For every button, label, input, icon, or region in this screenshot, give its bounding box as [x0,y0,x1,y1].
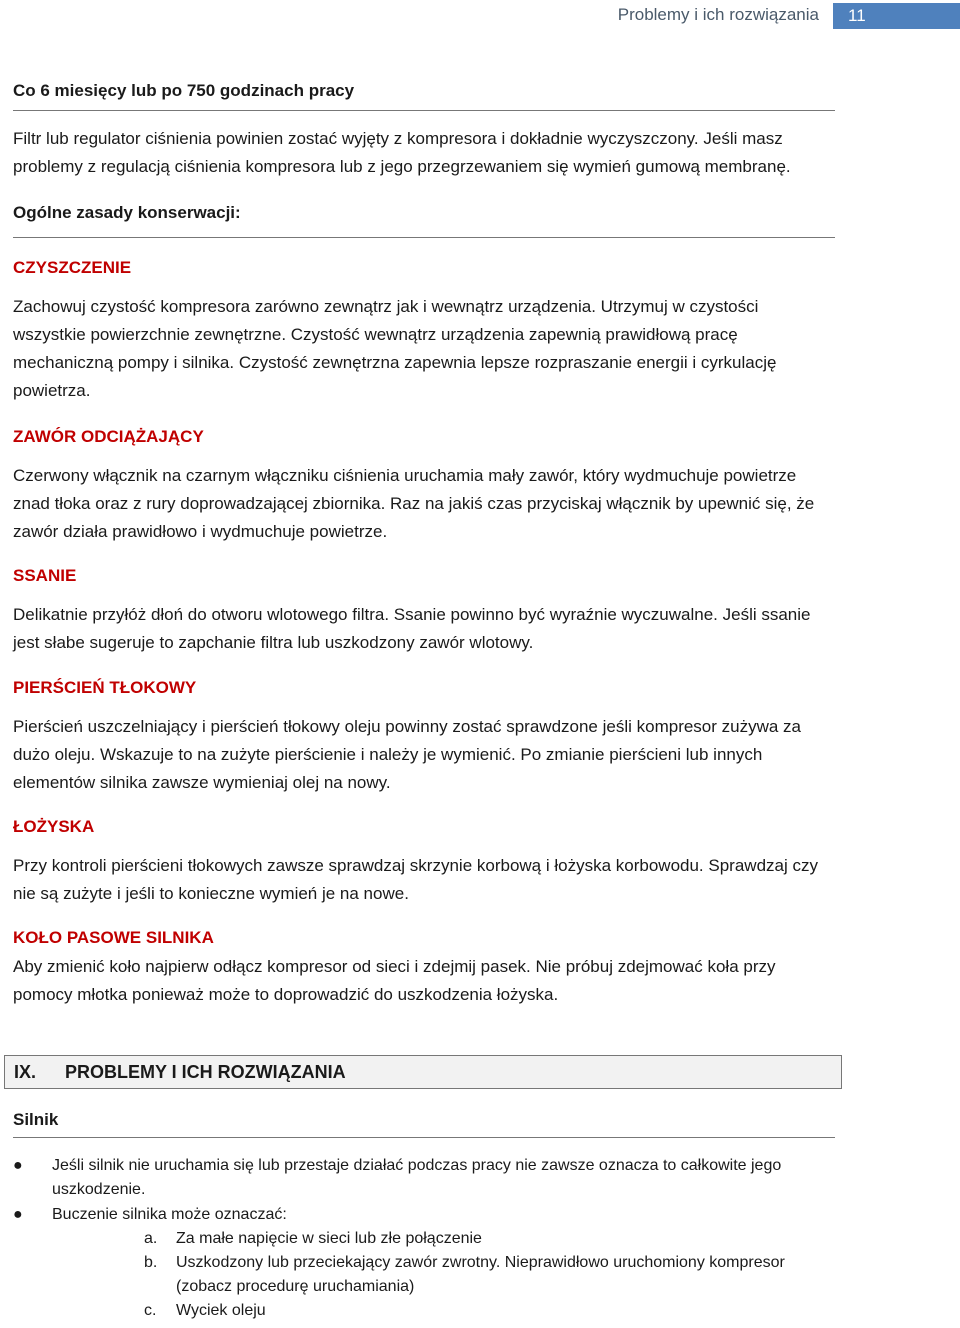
intro-text: Filtr lub regulator ciśnienia powinien zostać wyjęty z kompresora i dokładnie wyczyszczony. Jeśli masz problemy z regulacją ciśnienia kompresora lub z jego przegrzewaniem się wymień gumową membranę. [13,129,791,176]
section-text-ssanie: Delikatnie przyłóż dłoń do otworu wlotowego filtra. Ssanie powinno być wyraźnie wyczuwalne. Jeśli ssanie jest słabe sugeruje to zapchanie filtra lub uszkodzony zawór wlotowy. [13,605,811,652]
header-title: Problemy i ich rozwiązania [617,5,819,24]
section-text-pierscien: Pierścień uszczelniający i pierścień tłokowy oleju powinny zostać sprawdzone jeśli kompresor zużywa za dużo oleju. Wskazuje to na zużyte pierścienie i należy je wymienić. Po zmianie pierścieni lub innych elementów silnika zawsze wymieniaj olej na nowy. [13,717,802,792]
section-title-zawor: ZAWÓR ODCIĄŻAJĄCY [13,427,204,446]
section-text-czyszczenie: Zachowuj czystość kompresora zarówno zewnątrz jak i wewnątrz urządzenia. Utrzymuj w czystości wszystkie powierzchnie zewnętrzne. Czystość wewnątrz urządzenia zapewnią prawidłową pracę mechaniczną pompy i silnika. Czystość zewnętrzna zapewnia lepsze rozpraszanie energii i cyrkulację powietrza. [13,297,777,400]
list-item: a. Za małe napięcie w sieci lub złe połączenie [144,1230,482,1247]
main-content [13,78,835,1009]
silnik-heading: Silnik [13,1107,835,1138]
silnik-section [13,1107,835,1323]
silnik-bullet-list [13,1154,835,1227]
general-heading: Ogólne zasady konserwacji: [13,200,835,238]
list-item: b. Uszkodzony lub przeciekający zawór zwrotny. Nieprawidłowo uruchomiony kompresor (zobacz procedurę uruchamiania) [144,1254,785,1295]
section-title-ssanie: SSANIE [13,566,77,585]
list-item: ● Buczenie silnika może oznaczać: [13,1203,835,1227]
section-title-czyszczenie: CZYSZCZENIE [13,258,132,277]
bullet-icon: ● [13,1157,23,1174]
section-text-lozyska: Przy kontroli pierścieni tłokowych zawsze sprawdzaj skrzynie korbową i łożyska korbowodu. Sprawdzaj czy nie są zużyte i jeśli to konieczne wymień je na nowe. [13,856,818,903]
chapter-heading [4,1055,842,1089]
list-item: ● Jeśli silnik nie uruchamia się lub przestaje działać podczas pracy nie zawsze oznacza to całkowite jego uszkodzenie. [13,1154,835,1202]
silnik-sub-list [13,1227,835,1323]
page-number: 11 [833,3,960,29]
section-title-kolo: KOŁO PASOWE SILNIKA [13,928,214,947]
intro-heading: Co 6 miesięcy lub po 750 godzinach pracy [13,78,835,111]
section-title-lozyska: ŁOŻYSKA [13,817,95,836]
bullet-icon: ● [13,1206,23,1223]
section-text-zawor: Czerwony włącznik na czarnym włączniku ciśnienia uruchamia mały zawór, który wydmuchuje powietrze znad tłoka oraz z rury doprowadzającej zbiornika. Raz na jakiś czas przyciskaj włącznik by upewnić się, że zawór działa prawidłowo i wydmuchuje powietrze. [13,466,815,541]
section-title-pierscien: PIERŚCIEŃ TŁOKOWY [13,678,197,697]
chapter-number: IX. [14,1062,37,1082]
list-item: c. Wyciek oleju [144,1302,266,1319]
chapter-title: PROBLEMY I ICH ROZWIĄZANIA [65,1062,346,1082]
section-text-kolo: Aby zmienić koło najpierw odłącz kompresor od sieci i zdejmij pasek. Nie próbuj zdejmować koła przy pomocy młotka ponieważ może to doprowadzić do uszkodzenia łożyska. [13,957,776,1004]
